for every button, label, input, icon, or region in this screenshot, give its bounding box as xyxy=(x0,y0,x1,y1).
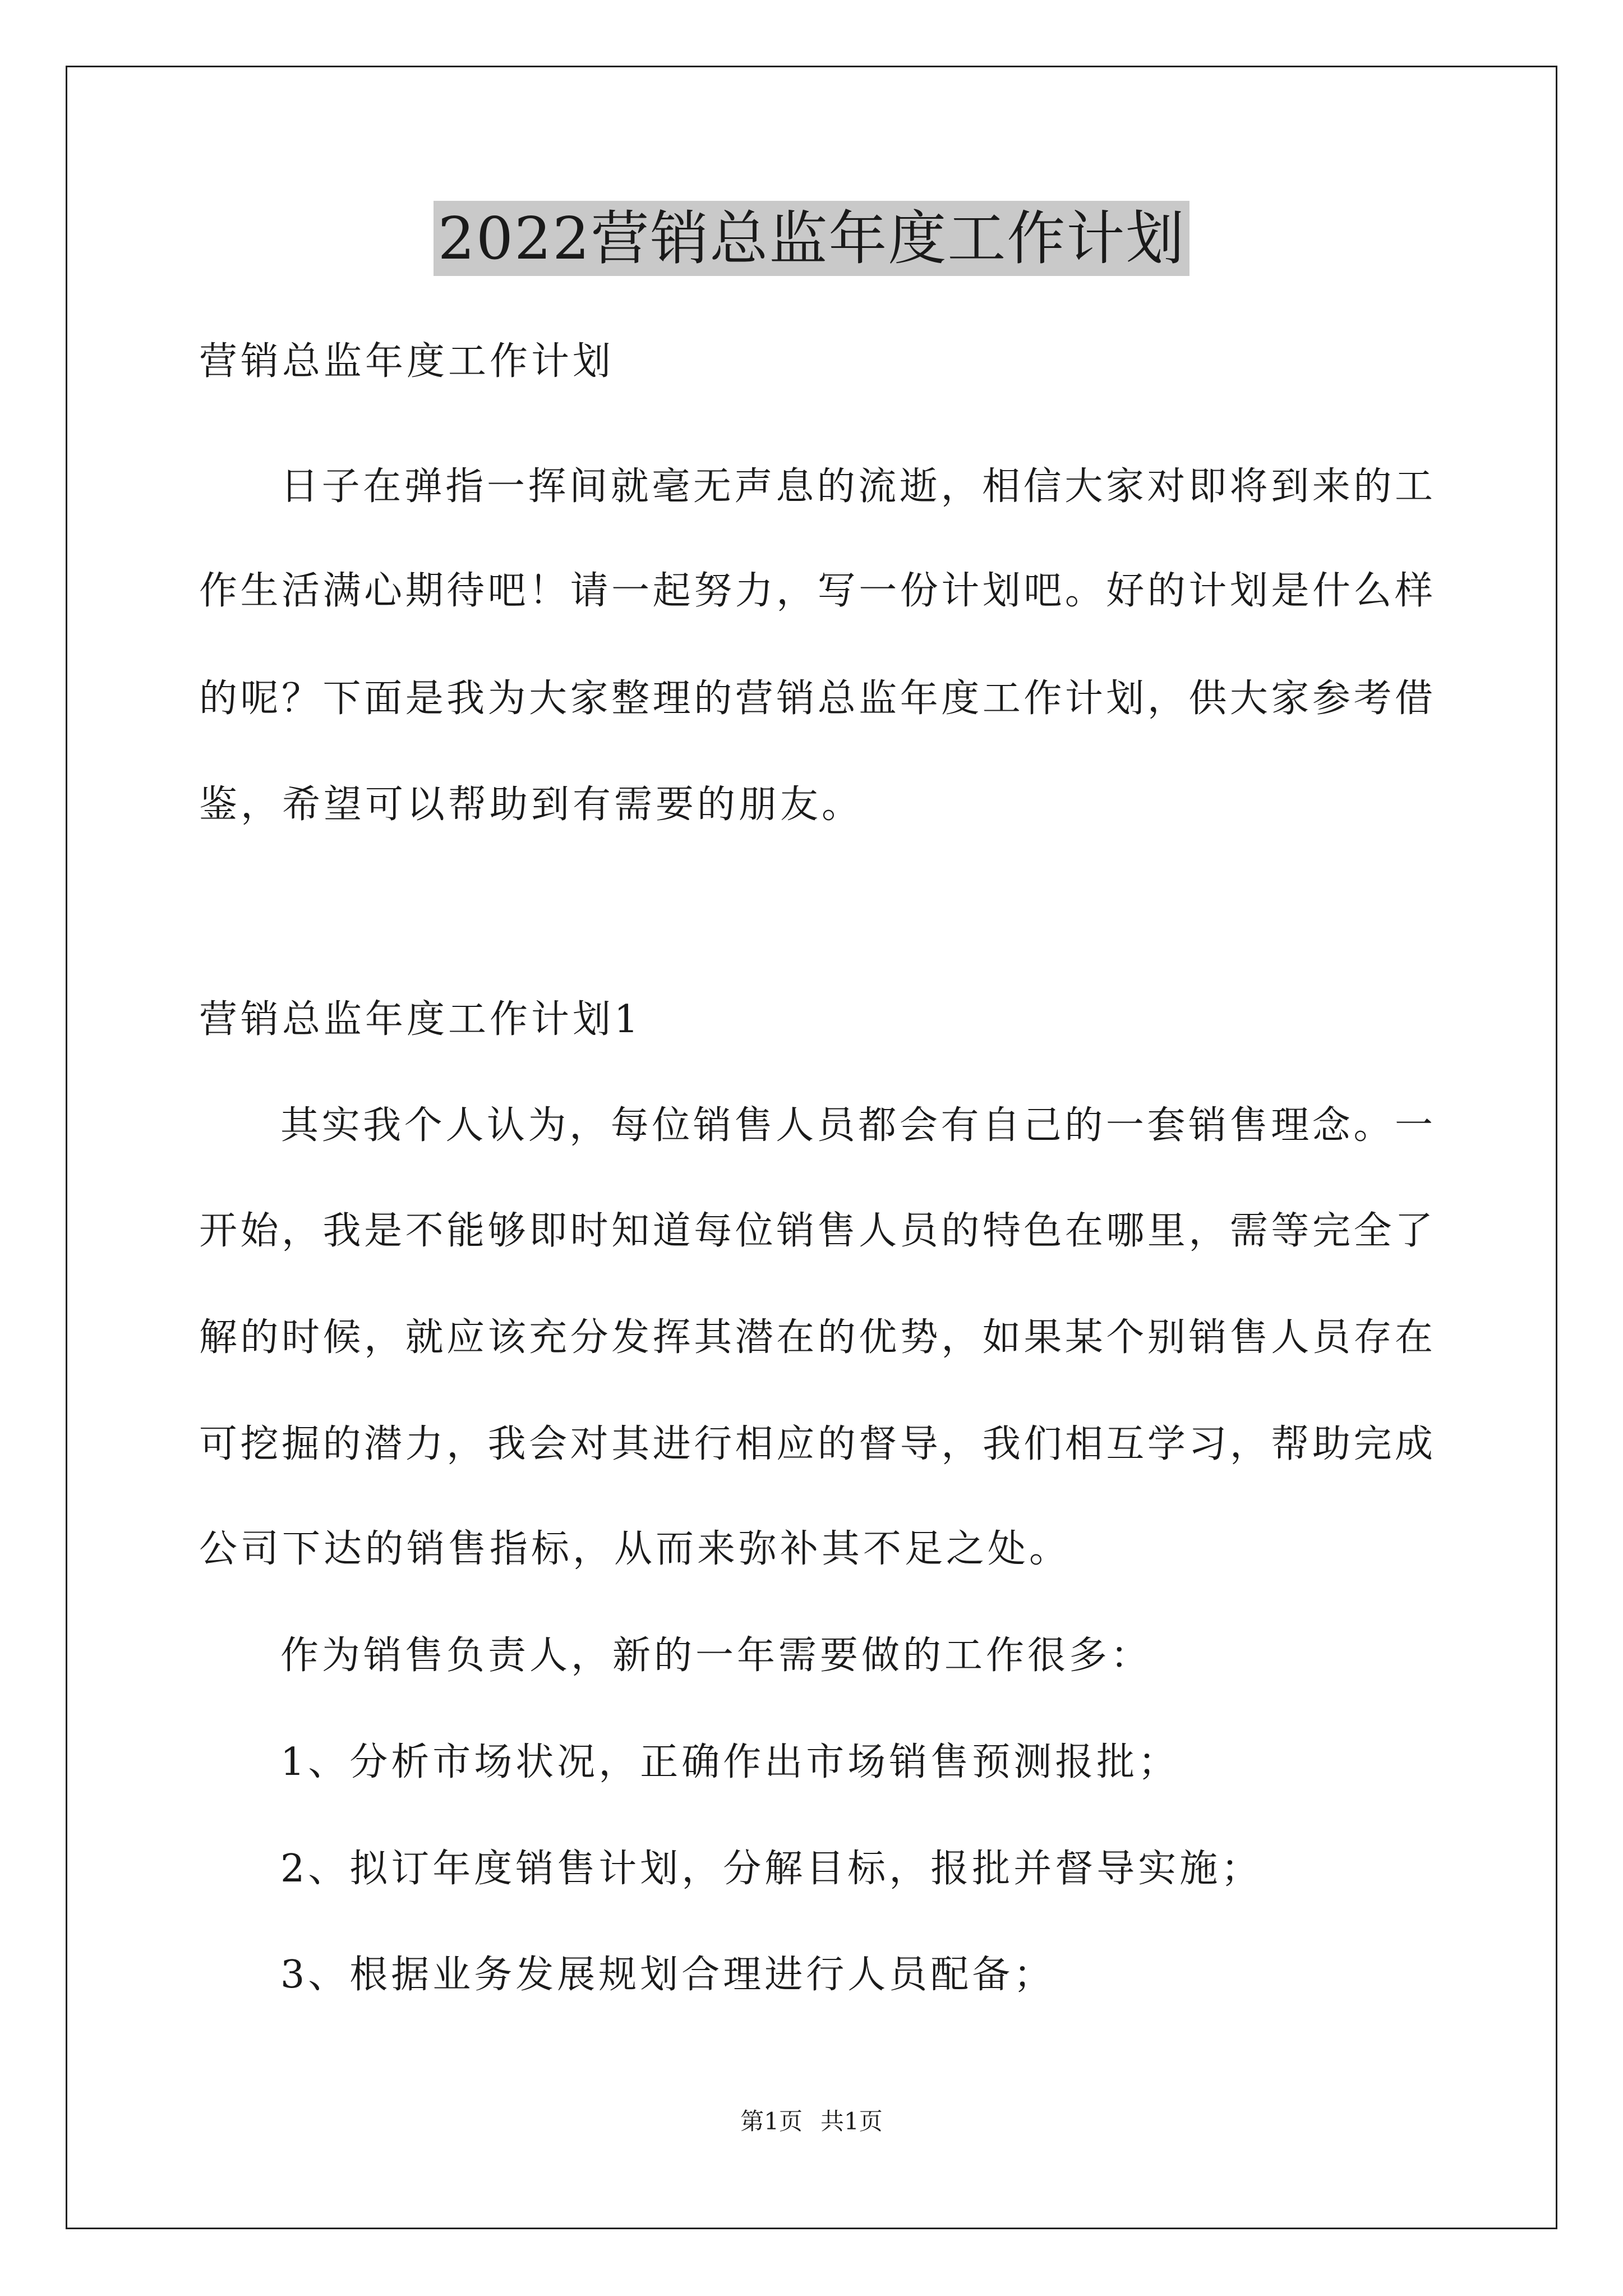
paragraph-line: 鉴，希望可以帮助到有需要的朋友。 xyxy=(199,783,864,827)
paragraph-line: 的呢？下面是我为大家整理的营销总监年度工作计划，供大家参考借 xyxy=(199,677,1433,721)
document-title-text: 2022营销总监年度工作计划 xyxy=(434,201,1190,276)
page-count: 共1页 xyxy=(820,2108,883,2135)
paragraph-line: 作为销售负责人，新的一年需要做的工作很多： xyxy=(280,1634,1152,1678)
paragraph-line: 公司下达的销售指标，从而来弥补其不足之处。 xyxy=(199,1527,1071,1571)
section-heading: 营销总监年度工作计划1 xyxy=(199,997,642,1042)
page-number: 第1页 xyxy=(740,2108,803,2135)
list-item: 3、根据业务发展规划合理进行人员配备； xyxy=(280,1953,1055,1997)
document-title xyxy=(0,199,1623,278)
list-item: 1、分析市场状况，正确作出市场销售预测报批； xyxy=(280,1740,1180,1784)
section-heading: 营销总监年度工作计划 xyxy=(199,339,615,384)
paragraph-line: 其实我个人认为，每位销售人员都会有自己的一套销售理念。一 xyxy=(280,1103,1433,1148)
paragraph-line: 解的时候，就应该充分发挥其潜在的优势，如果某个别销售人员存在 xyxy=(199,1315,1433,1360)
paragraph-line: 作生活满心期待吧！请一起努力，写一份计划吧。好的计划是什么样 xyxy=(199,569,1433,613)
page-footer xyxy=(0,2105,1623,2138)
paragraph-line: 日子在弹指一挥间就毫无声息的流逝，相信大家对即将到来的工 xyxy=(280,464,1433,509)
paragraph-line: 可挖掘的潜力，我会对其进行相应的督导，我们相互学习，帮助完成 xyxy=(199,1422,1433,1466)
list-item: 2、拟订年度销售计划，分解目标，报批并督导实施； xyxy=(280,1847,1263,1891)
paragraph-line: 开始，我是不能够即时知道每位销售人员的特色在哪里，需等完全了 xyxy=(199,1209,1433,1253)
